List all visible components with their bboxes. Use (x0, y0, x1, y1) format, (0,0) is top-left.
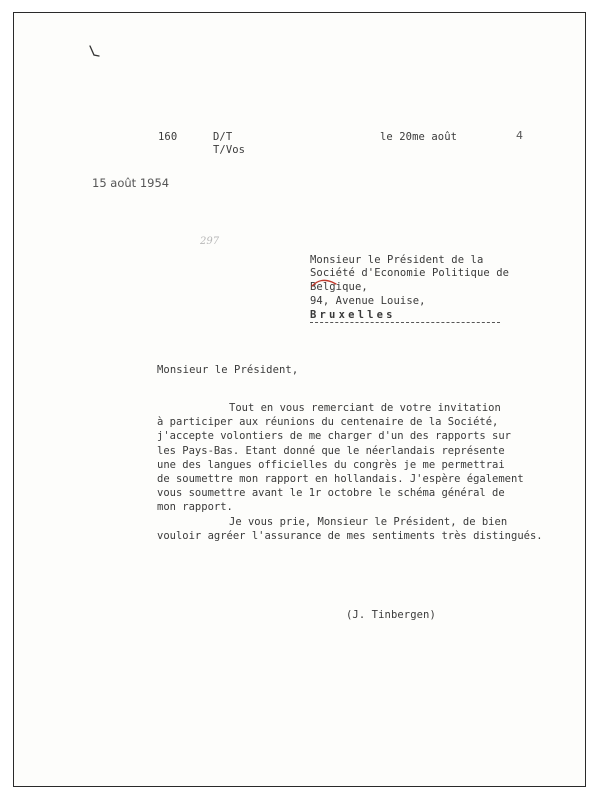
file-number: 160 (158, 131, 178, 143)
reference-line-1: D/T (213, 131, 233, 143)
salutation: Monsieur le Président, (157, 364, 299, 376)
body-line: mon rapport. (157, 501, 233, 513)
body-line: les Pays-Bas. Etant donné que le néerlandais représente (157, 445, 505, 457)
body-line: vous soumettre avant le 1r octobre le schéma général de (157, 487, 505, 499)
letter-page (13, 12, 586, 787)
body-line: vouloir agréer l'assurance de mes sentiments très distingués. (157, 530, 543, 542)
address-line-4: 94, Avenue Louise, (310, 295, 426, 307)
address-line-3: Belgique, (310, 281, 368, 293)
reference-line-2: T/Vos (213, 144, 246, 156)
body-line: de soumettre mon rapport en hollandais. J'espère également (157, 473, 524, 485)
body-line: à participer aux réunions du centenaire de la Société, (157, 416, 499, 428)
body-line: Tout en vous remerciant de votre invitation (229, 402, 501, 414)
body-line: j'accepte volontiers de me charger d'un des rapports sur (157, 430, 512, 442)
red-correction-mark-icon (310, 276, 340, 290)
address-city: Bruxelles (310, 309, 396, 321)
body-line: une des langues officielles du congrès je me permettrai (157, 459, 505, 471)
address-line-1: Monsieur le Président de la (310, 254, 484, 266)
pen-mark-icon (88, 44, 102, 58)
page-mark: 4 (516, 129, 523, 142)
typed-date: le 20me août (380, 131, 458, 143)
body-line: Je vous prie, Monsieur le Président, de bien (229, 516, 508, 528)
handwritten-date: 15 août 1954 (92, 176, 170, 190)
signature: (J. Tinbergen) (346, 609, 436, 621)
city-underline (310, 322, 500, 323)
pencil-note: 297 (200, 236, 220, 247)
address-line-2: Société d'Economie Politique de (310, 267, 510, 279)
